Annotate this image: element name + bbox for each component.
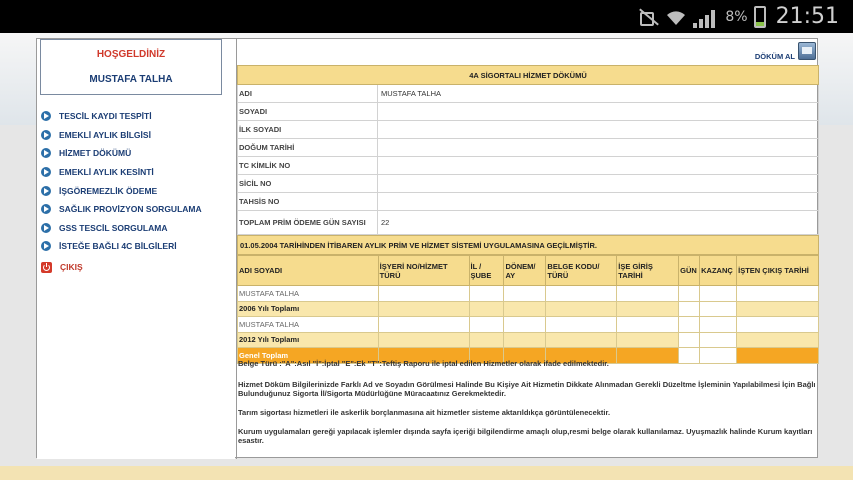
field-value-dogum-tarihi (378, 139, 819, 156)
table-cell (378, 286, 469, 302)
footer-band (0, 466, 853, 480)
column-header: İŞYERİ NO/HİZMET TÜRÜ (378, 256, 469, 286)
menu-item-gss-tescil[interactable] (37, 219, 235, 238)
table-cell (504, 301, 546, 317)
arrow-bullet-icon (41, 167, 51, 177)
table-cell (700, 286, 737, 302)
clock: 21:51 (775, 4, 839, 29)
table-cell (504, 286, 546, 302)
toolbar (237, 39, 819, 65)
field-value-sicil-no (378, 175, 819, 192)
note-text: Kurum uygulamaları gereği yapılacak işlemler dışında sayfa içeriği bilgilendirme amaçlı olup,resmi belge olarak kullanılamaz. Uyuşmazlık halinde Kurum kayıtları esastır. (238, 427, 813, 445)
print-icon[interactable] (798, 42, 816, 60)
table-cell (378, 332, 469, 348)
arrow-bullet-icon (41, 186, 51, 196)
field-label-tc-kimlik: TC KİMLİK NO (237, 157, 378, 174)
arrow-bullet-icon (41, 204, 51, 214)
print-link[interactable]: DÖKÜM AL (754, 52, 795, 61)
field-row (237, 85, 819, 103)
form-title: 4A SİGORTALI HİZMET DÖKÜMÜ (237, 65, 819, 85)
field-row (237, 139, 819, 157)
arrow-bullet-icon (41, 111, 51, 121)
table-row (238, 317, 819, 333)
table-cell (617, 301, 679, 317)
table-cell-year-total: 2006 Yılı Toplamı (238, 301, 379, 317)
table-header (238, 256, 819, 286)
field-value-prim-gun: 22 (378, 211, 819, 234)
side-menu (37, 107, 235, 276)
service-table (237, 255, 819, 364)
section-title: 01.05.2004 TARİHİNDEN İTİBAREN AYLIK PRİM VE HİZMET SİSTEMİ UYGULAMASINA GEÇİLMİŞTİR. (237, 235, 819, 255)
field-value-adi: MUSTAFA TALHA (378, 85, 819, 102)
welcome-box (40, 39, 222, 95)
table-cell (504, 317, 546, 333)
table-cell (546, 332, 617, 348)
column-header: KAZANÇ (700, 256, 737, 286)
table-cell (679, 332, 700, 348)
arrow-bullet-icon (41, 223, 51, 233)
field-value-tahsis-no (378, 193, 819, 210)
table-row (238, 332, 819, 348)
table-cell (737, 317, 819, 333)
field-row (237, 175, 819, 193)
table-cell (378, 301, 469, 317)
user-name: MUSTAFA TALHA (89, 74, 173, 85)
menu-item-label: TESCİL KAYDI TESPİTİ (59, 111, 152, 122)
table-cell (679, 301, 700, 317)
field-row (237, 211, 819, 235)
table-cell (700, 301, 737, 317)
field-label-tahsis-no: TAHSİS NO (237, 193, 378, 210)
field-label-prim-gun: TOPLAM PRİM ÖDEME GÜN SAYISI (237, 211, 378, 234)
arrow-bullet-icon (41, 130, 51, 140)
logout-label: ÇIKIŞ (60, 262, 83, 273)
column-header: GÜN (679, 256, 700, 286)
table-cell (679, 317, 700, 333)
table-cell (546, 317, 617, 333)
logout-button[interactable] (37, 258, 235, 277)
column-header: İL / ŞUBE (469, 256, 504, 286)
main-content (236, 39, 818, 459)
field-row (237, 193, 819, 211)
menu-item-tescil[interactable] (37, 107, 235, 126)
battery-icon (754, 6, 766, 28)
menu-item-label: EMEKLİ AYLIK BİLGİSİ (59, 129, 151, 140)
field-row (237, 103, 819, 121)
table-cell (546, 301, 617, 317)
table-cell (617, 286, 679, 302)
table-cell-name: MUSTAFA TALHA (238, 317, 379, 333)
table-row (238, 286, 819, 302)
menu-item-isgoremezlik[interactable] (37, 181, 235, 200)
field-label-ilk-soyadi: İLK SOYADI (237, 121, 378, 138)
menu-item-saglik-provizyon[interactable] (37, 200, 235, 219)
power-icon (41, 262, 52, 273)
note-text: Tarım sigortası hizmetleri ile askerlik borçlanmasına ait hizmetler sisteme aktarıldıkça görüntülenecektir. (238, 408, 611, 417)
column-header: BELGE KODU/ TÜRÜ (546, 256, 617, 286)
arrow-bullet-icon (41, 148, 51, 158)
table-cell (546, 286, 617, 302)
field-value-soyadi (378, 103, 819, 120)
left-panel (37, 39, 235, 459)
field-row (237, 157, 819, 175)
column-header: İŞTEN ÇIKIŞ TARİHİ (737, 256, 819, 286)
table-cell (378, 317, 469, 333)
menu-item-label: İŞGÖREMEZLİK ÖDEME (59, 185, 158, 196)
note-text: Belge Türü :"A":Asıl "İ":İptal "E":Ek "T":Teftiş Raporu ile iptal edilen Hizmetler olarak ifade edilmektedir. (238, 359, 609, 368)
menu-item-label: GSS TESCİL SORGULAMA (59, 222, 168, 233)
note-text: Hizmet Döküm Bilgilerinizde Farklı Ad ve Soyadın Görülmesi Halinde Bu Kişiye Ait Hizmetin Dikkate Alınmadan Gerekli Düzeltme İşleminin Yapılabilmesi İçin Bağlı Bulunduğunuz Sigorta İl/Sigorta Müdürlüğüne Müracaatınız Gerekmektedir. (238, 380, 816, 398)
table-cell (617, 317, 679, 333)
menu-item-label: SAĞLIK PROVİZYON SORGULAMA (59, 204, 202, 215)
table-cell (700, 317, 737, 333)
menu-item-hizmet-dokumu[interactable] (37, 144, 235, 163)
battery-percent: 8% (725, 8, 748, 25)
field-label-dogum-tarihi: DOĞUM TARİHİ (237, 139, 378, 156)
field-row (237, 121, 819, 139)
table-cell-year-total: 2012 Yılı Toplamı (238, 332, 379, 348)
field-label-adi: ADI (237, 85, 378, 102)
menu-item-label: İSTEĞE BAĞLI 4C BİLGİLERİ (59, 241, 177, 252)
field-value-ilk-soyadi (378, 121, 819, 138)
menu-item-istege-bagli[interactable] (37, 237, 235, 256)
column-header: DÖNEM/ AY (504, 256, 546, 286)
column-header: İŞE GİRİŞ TARİHİ (617, 256, 679, 286)
column-header: ADI SOYADI (238, 256, 379, 286)
table-cell (737, 301, 819, 317)
table-cell (737, 286, 819, 302)
table-cell (469, 286, 504, 302)
field-value-tc-kimlik (378, 157, 819, 174)
field-label-soyadi: SOYADI (237, 103, 378, 120)
table-cell (469, 317, 504, 333)
field-label-sicil-no: SİCİL NO (237, 175, 378, 192)
table-cell (679, 286, 700, 302)
table-cell (700, 332, 737, 348)
table-cell (504, 332, 546, 348)
mute-icon (637, 6, 659, 28)
welcome-title: HOŞGELDİNİZ (96, 49, 166, 60)
table-cell (469, 301, 504, 317)
menu-item-emekli-kesinti[interactable] (37, 163, 235, 182)
menu-item-emekli-aylik[interactable] (37, 126, 235, 145)
table-cell (617, 332, 679, 348)
table-row (238, 301, 819, 317)
menu-item-label: EMEKLİ AYLIK KESİNTİ (59, 167, 154, 178)
service-form (237, 65, 819, 364)
wifi-icon (665, 6, 687, 28)
table-cell (737, 332, 819, 348)
table-cell-grand-total: Genel Toplam (238, 348, 379, 364)
page-frame (36, 38, 818, 458)
status-bar (0, 0, 853, 33)
table-cell-name: MUSTAFA TALHA (238, 286, 379, 302)
menu-item-label: HİZMET DÖKÜMÜ (59, 148, 132, 159)
table-cell (469, 332, 504, 348)
signal-icon (693, 6, 719, 28)
arrow-bullet-icon (41, 241, 51, 251)
notes (237, 359, 819, 455)
